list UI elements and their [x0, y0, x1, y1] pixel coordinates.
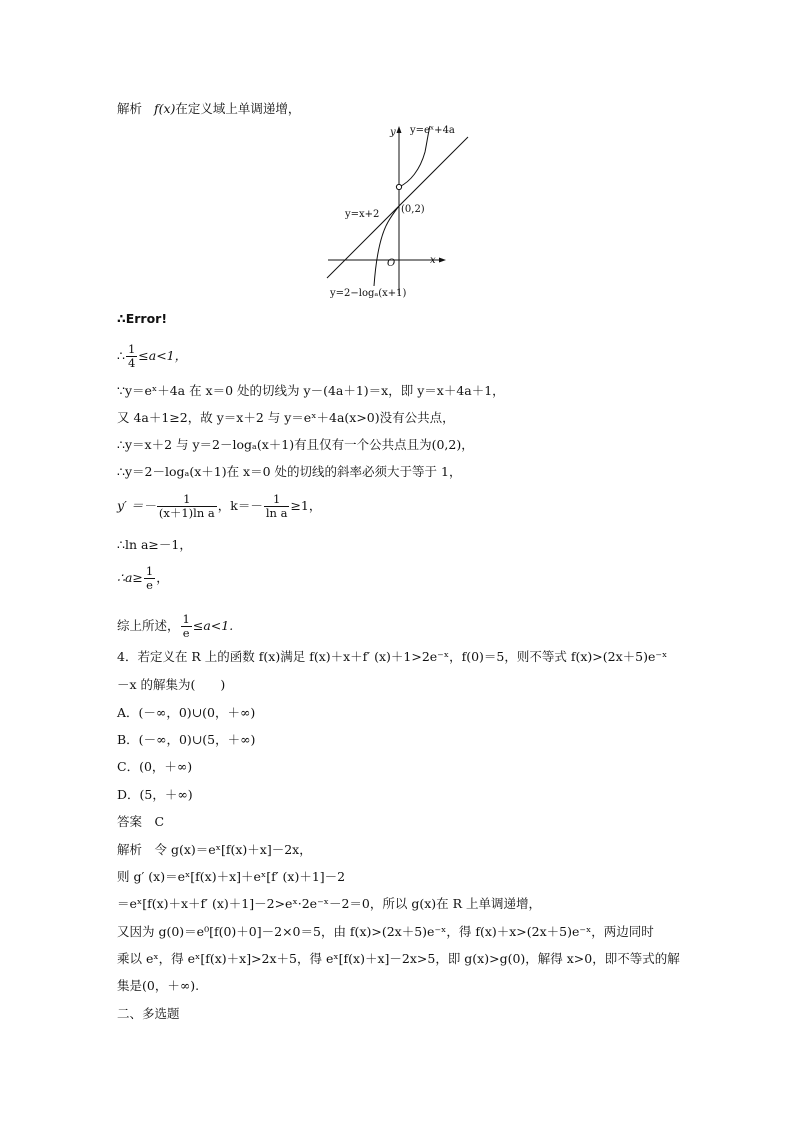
error-line: ∴Error! [117, 311, 168, 326]
line-tangent: ∵y＝eˣ＋4a 在 x＝0 处的切线为 y－(4a＋1)＝x，即 y＝x＋4a＋1， [117, 383, 505, 398]
fraction-denominator: (x＋1)ln a [158, 506, 215, 520]
option-a: A．(－∞，0)∪(0，＋∞) [117, 705, 256, 720]
x-axis-arrow [439, 258, 446, 263]
fraction-one-over-e [181, 613, 192, 640]
solution-line-1: 解析 令 g(x)＝eˣ[f(x)＋x]－2x， [117, 842, 312, 857]
slope-condition-text: ≥1， [290, 498, 322, 513]
therefore-sign: ∴ [117, 348, 125, 363]
fraction-denominator: 4 [127, 356, 136, 370]
line-slope-condition: ∴y＝2－logₐ(x＋1)在 x＝0 处的切线的斜率必须大于等于 1， [117, 464, 462, 479]
origin-label: O [387, 258, 396, 269]
section-heading: 二、多选题 [117, 1006, 180, 1021]
line-derivative [117, 493, 321, 520]
conclusion-range: ≤a<1. [192, 618, 234, 633]
analysis-label: 解析 [117, 101, 143, 116]
solution-line-5: 乘以 eˣ，得 eˣ[f(x)＋x]>2x＋5，得 eˣ[f(x)＋x]－2x>5，即 g(x)>g(0)，解得 x>0，即不等式的解 [117, 951, 680, 966]
solution-line-3: ＝eˣ[f(x)＋x＋f′ (x)＋1]－2>eˣ·2e⁻ˣ－2＝0，所以 g(x)在 R 上单调递增， [117, 896, 542, 911]
fx-term: f(x) [153, 101, 176, 116]
slope-fraction [264, 493, 290, 520]
fraction-denominator: e [181, 626, 192, 640]
line-no-common-point: 又 4a＋1≥2，故 y＝x＋2 与 y＝eˣ＋4a(x>0)没有公共点， [117, 410, 455, 425]
fraction-numerator: 1 [127, 342, 136, 356]
line-a-bound [117, 565, 169, 592]
y-axis-label: y [390, 127, 396, 138]
function-graph [322, 118, 492, 304]
range-text: ≤a<1， [138, 348, 188, 363]
fraction-numerator: 1 [183, 492, 191, 506]
a-bound-end: ， [156, 570, 169, 585]
analysis-text: 在定义域上单调递增， [175, 101, 301, 116]
fraction-numerator: 1 [272, 492, 281, 506]
option-b: B．(－∞，0)∪(5，＋∞) [117, 732, 256, 747]
curve-top-label: y=eˣ+4a [410, 125, 455, 136]
derivative-fraction [157, 493, 217, 520]
derivative-lhs: y′ ＝－ [117, 498, 156, 513]
analysis-intro [117, 101, 300, 117]
open-point [396, 184, 401, 189]
fraction-one-quarter [126, 343, 137, 370]
option-c: C．(0，＋∞) [117, 759, 193, 774]
solution-line-4: 又因为 g(0)＝e⁰[f(0)＋0]－2×0＝5，由 f(x)>(2x＋5)e⁻ˣ，得 f(x)＋x>(2x＋5)e⁻ˣ，两边同时 [117, 924, 654, 939]
line-one-common-point: ∴y＝x＋2 与 y＝2－logₐ(x＋1)有且仅有一个公共点且为(0,2)， [117, 437, 474, 452]
fraction-one-over-e [144, 565, 155, 592]
curve-bottom-label: y=2−logₐ(x+1) [330, 288, 407, 299]
point-label: (0,2) [401, 204, 425, 215]
fraction-numerator: 1 [182, 612, 190, 626]
option-d: D．(5，＋∞) [117, 787, 193, 802]
a-bound-lhs: ∴a≥ [117, 570, 143, 585]
y-axis-arrow [397, 126, 402, 133]
question-4-stem-line-1: 4．若定义在 R 上的函数 f(x)满足 f(x)＋x＋f′ (x)＋1>2e⁻ˣ，f(0)＝5，则不等式 f(x)>(2x＋5)e⁻ˣ [117, 649, 668, 664]
line-label: y=x+2 [345, 209, 380, 220]
conclusion-prefix: 综上所述， [117, 618, 180, 633]
line-range [117, 343, 187, 370]
x-axis-label: x [430, 255, 436, 266]
solution-line-2: 则 g′ (x)＝eˣ[f(x)＋x]＋eˣ[f′ (x)＋1]－2 [117, 869, 346, 884]
answer-line: 答案 C [117, 814, 165, 829]
fraction-numerator: 1 [145, 564, 154, 578]
line-conclusion [117, 613, 233, 640]
fraction-denominator: ln a [265, 506, 288, 520]
question-4-stem-line-2: －x 的解集为( ) [117, 677, 226, 692]
line-ln-a: ∴ln a≥－1， [117, 537, 192, 552]
slope-k-text: ，k＝－ [217, 498, 263, 513]
solution-line-6: 集是(0，＋∞). [117, 978, 200, 993]
fraction-denominator: e [144, 578, 155, 592]
